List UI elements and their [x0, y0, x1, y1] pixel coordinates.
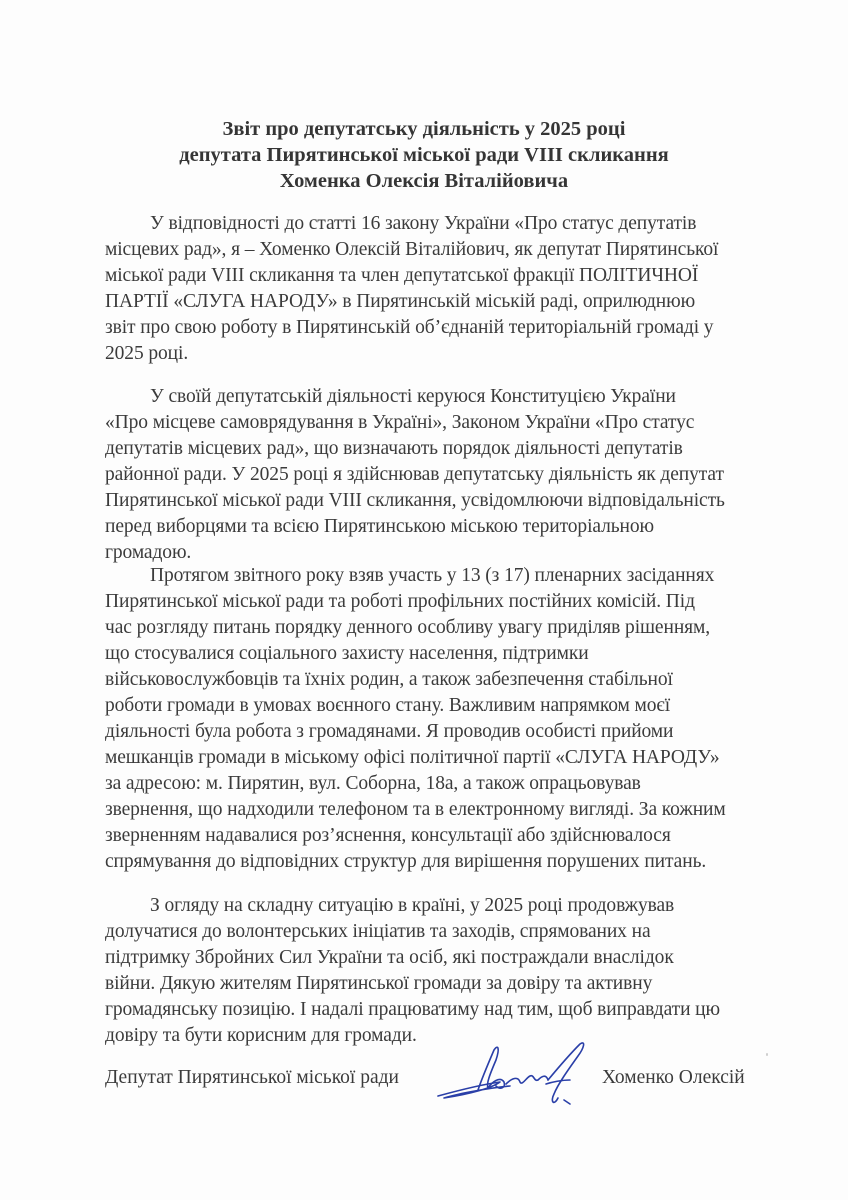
text-line: районної ради. У 2025 році я здійснював депутатську діяльність як депутат [105, 464, 724, 485]
document-title [0, 116, 848, 194]
paragraph-legal-basis [105, 211, 755, 367]
signer-name: Хоменко Олексій [602, 1067, 745, 1088]
text-line: «Про місцеве самоврядування в Україні», Законом України «Про статус [105, 412, 695, 433]
title-line-2: депутата Пирятинської міської ради VIII скликання [179, 144, 669, 166]
signature-block [0, 1064, 848, 1124]
text-line: У відповідності до статті 16 закону України «Про статус депутатів [150, 213, 697, 234]
text-line: 2025 році. [105, 343, 189, 364]
paragraph-guiding-laws [105, 384, 755, 566]
text-line: мешканців громади в міському офісі політичної партії «СЛУГА НАРОДУ» [105, 747, 720, 768]
text-line: перед виборцями та всією Пирятинською міською територіальною [105, 516, 655, 537]
text-line: звернення, що надходили телефоном та в електронному вигляді. За кожним [105, 799, 726, 820]
title-line-1: Звіт про депутатську діяльність у 2025 році [222, 118, 626, 140]
text-line: ПАРТІЇ «СЛУГА НАРОДУ» в Пирятинській міській раді, оприлюднюю [105, 291, 696, 312]
text-line: Протягом звітного року взяв участь у 13 (з 17) пленарних засіданнях [150, 565, 715, 586]
text-line: У своїй депутатській діяльності керуюся Конституцією України [150, 386, 676, 407]
text-line: З огляду на складну ситуацію в країні, у 2025 році продовжував [150, 895, 675, 916]
text-line: зверненням надавалися роз’яснення, консультації або здійснювалося [105, 825, 671, 846]
text-line: громадянську позицію. І надалі працюватиму над тим, щоб виправдати цю [105, 999, 720, 1020]
text-line: діяльності була робота з громадянами. Я проводив особисті прийоми [105, 721, 674, 742]
text-line: депутатів місцевих рад», що визначають порядок діяльності депутатів [105, 438, 683, 459]
text-line: війни. Дякую жителям Пирятинської громади за довіру та активну [105, 973, 653, 994]
paragraph-volunteering [105, 893, 755, 1049]
text-line: Пирятинської міської ради VIII скликання, усвідомлюючи відповідальність [105, 490, 725, 511]
text-line: військовослужбовців та їхніх родин, а також забезпечення стабільної [105, 669, 673, 690]
handwritten-signature-icon [430, 1038, 610, 1118]
scan-artifact [766, 1053, 768, 1056]
text-line: міської ради VIII скликання та член депутатської фракції ПОЛІТИЧНОЇ [105, 265, 699, 286]
text-line: спрямування до відповідних структур для вирішення порушених питань. [105, 851, 707, 872]
text-line: час розгляду питань порядку денного особливу увагу приділяв рішенням, [105, 617, 711, 638]
text-line: роботи громади в умовах воєнного стану. Важливим напрямком моєї [105, 695, 671, 716]
text-line: громадою. [105, 542, 192, 563]
text-line: Пирятинської міської ради та роботі профільних постійних комісій. Під [105, 591, 695, 612]
text-line: за адресою: м. Пирятин, вул. Соборна, 18а, а також опрацьовував [105, 773, 641, 794]
signer-position: Депутат Пирятинської міської ради [105, 1067, 399, 1088]
paragraph-activities [105, 563, 755, 875]
text-line: що стосувалися соціального захисту населення, підтримки [105, 643, 589, 664]
title-line-3: Хоменка Олексія Віталійовича [279, 170, 569, 192]
text-line: місцевих рад», я – Хоменко Олексій Віталійович, як депутат Пирятинської [105, 239, 719, 260]
text-line: долучатися до волонтерських ініціатив та заходів, спрямованих на [105, 921, 651, 942]
text-line: звіт про свою роботу в Пирятинській об’єднаній територіальній громаді у [105, 317, 714, 338]
text-line: підтримку Збройних Сил України та осіб, які постраждали внаслідок [105, 947, 674, 968]
text-line: довіру та бути корисним для громади. [105, 1025, 417, 1046]
